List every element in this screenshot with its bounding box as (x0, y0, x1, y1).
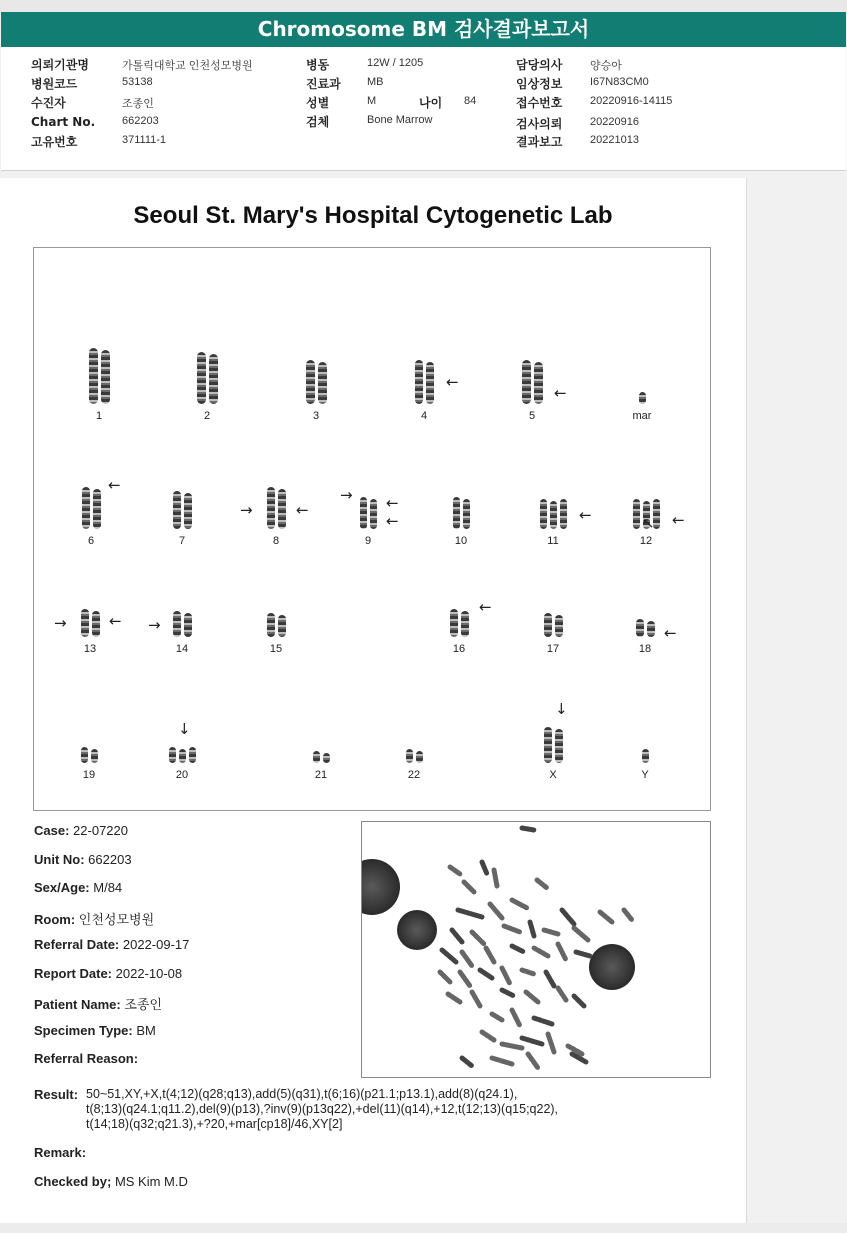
metaphase-chromosome (576, 952, 590, 956)
metaphase-chromosome (502, 1044, 522, 1048)
chromosome-3 (306, 360, 315, 404)
metaphase-chromosome (574, 996, 584, 1006)
chromosome-label: 21 (314, 769, 328, 781)
chromosome-13 (81, 609, 89, 637)
chromosome-label: X (549, 769, 557, 781)
chromosome-10 (463, 499, 470, 529)
karyogram-panel (33, 247, 711, 811)
metaphase-chromosome (472, 992, 480, 1006)
metaphase-chromosome (504, 926, 520, 932)
lab-title: Seoul St. Mary's Hospital Cytogenetic Lab (133, 202, 613, 229)
metaphase-chromosome (558, 988, 566, 1000)
chromosome-label: Y (641, 769, 649, 781)
abnormality-arrow-icon: ← (386, 512, 399, 530)
unit-row (34, 852, 132, 867)
specimen-type-label: Specimen Type: (34, 1023, 133, 1038)
abnormality-arrow-icon: ← (479, 598, 492, 616)
case-value: 22-07220 (73, 823, 128, 838)
metaphase-chromosome (462, 1058, 472, 1066)
abnormality-arrow-icon: → (54, 614, 67, 632)
doctor-label: 담당의사 (516, 58, 563, 72)
room-value: 인천성모병원 (78, 912, 155, 927)
patient-name-row (34, 994, 162, 1013)
metaphase-chromosome (464, 882, 474, 892)
chromosome-22 (406, 749, 413, 763)
chromosome-12 (633, 499, 640, 529)
metaphase-chromosome (442, 950, 456, 962)
institution-label: 의뢰기관명 (31, 58, 89, 72)
result-line: t(14;18)(q32;q21.3),+?20,+mar[cp18]/46,XY[2] (86, 1117, 343, 1131)
abnormality-arrow-icon: ← (446, 373, 459, 391)
specimen-type-row (34, 1023, 156, 1038)
report-date-row (34, 966, 182, 981)
metaphase-chromosome (490, 904, 502, 918)
result-line: 50~51,XY,+X,t(4;12)(q28;q13),add(5)(q31),t(6;16)(p21.1;p13.1),add(8)(q24.1), (86, 1087, 518, 1101)
specimen-type-value: BM (136, 1023, 156, 1038)
room-label: Room: (34, 912, 76, 927)
metaphase-chromosome (624, 910, 632, 920)
unique-id-value: 371111-1 (122, 134, 167, 146)
age-value: 84 (464, 95, 477, 107)
chromosome-label: 20 (175, 769, 189, 781)
top-strip (0, 0, 847, 12)
metaphase-chromosome (494, 870, 497, 886)
chromosome-6 (93, 489, 101, 529)
chromosome-20 (169, 747, 176, 763)
remark-row (34, 1145, 86, 1160)
metaphase-chromosome (522, 970, 534, 974)
abnormality-arrow-icon: → (148, 616, 161, 634)
metaphase-chromosome (512, 946, 524, 952)
chromosome-9 (360, 497, 367, 529)
chromosome-label: 19 (82, 769, 96, 781)
chromosome-22 (416, 751, 423, 763)
chromosome-20 (189, 747, 196, 763)
chromosome-label: 7 (178, 535, 186, 547)
chromosome-label: 11 (547, 535, 559, 547)
chromosome-3 (318, 362, 327, 404)
result-karyotype (86, 1087, 686, 1132)
metaphase-chromosome (512, 1010, 520, 1026)
metaphase-chromosome (452, 930, 462, 942)
clinical-info-value: I67N83CM0 (590, 76, 649, 88)
metaphase-chromosome (492, 1058, 512, 1064)
metaphase-chromosome (448, 994, 460, 1002)
metaphase-chromosome (460, 972, 470, 986)
chromosome-16 (461, 611, 469, 637)
chromosome-5 (522, 360, 531, 404)
abnormality-arrow-icon: ← (554, 384, 567, 402)
metaphase-chromosome (562, 910, 574, 924)
report-date-value: 2022-10-08 (115, 966, 183, 981)
abnormality-arrow-icon: ↖ (642, 514, 655, 532)
chromosome-label: 5 (528, 410, 536, 422)
abnormality-arrow-icon: ↓ (555, 700, 568, 718)
room-row (34, 909, 154, 928)
chromosome-9 (370, 499, 377, 529)
abnormality-arrow-icon: → (340, 486, 353, 504)
request-date-value: 20220916 (590, 116, 639, 128)
chromosome-6 (82, 487, 90, 529)
chromosome-10 (453, 497, 460, 529)
metaphase-chromosome (502, 968, 510, 984)
chromosome-19 (91, 749, 98, 763)
report-date-label: Report Date: (34, 966, 113, 981)
metaphase-chromosome (544, 930, 558, 934)
chromosome-16 (450, 609, 458, 637)
chromosome-1 (101, 350, 110, 404)
sex-label: 성별 (306, 96, 330, 110)
metaphase-chromosome (546, 972, 554, 986)
chromosome-18 (636, 619, 644, 637)
chromosome-label: 4 (420, 410, 428, 422)
chart-no-value: 662203 (122, 115, 159, 127)
clinical-info-label: 임상정보 (516, 77, 563, 91)
abnormality-arrow-icon: ← (386, 494, 399, 512)
chromosome-mar (639, 392, 646, 404)
metaphase-chromosome (450, 867, 460, 874)
abnormality-arrow-icon: ← (109, 612, 122, 630)
chromosome-label: 9 (364, 535, 372, 547)
patient-value: 조종인 (122, 98, 154, 110)
metaphase-chromosome (472, 932, 484, 944)
referral-date-label: Referral Date: (34, 937, 120, 952)
abnormality-arrow-icon: ← (108, 476, 121, 494)
doctor-value: 양승아 (590, 60, 622, 72)
metaphase-spread-graphic (362, 822, 710, 1077)
metaphase-chromosome (512, 900, 527, 908)
department-value: MB (367, 76, 384, 88)
hospital-code-label: 병원코드 (31, 77, 78, 91)
chromosome-2 (209, 354, 218, 404)
metaphase-chromosome (492, 1014, 502, 1020)
specimen-label: 검체 (306, 115, 330, 129)
institution-value: 가톨릭대학교 인천성모병원 (122, 60, 253, 72)
metaphase-chromosome (486, 948, 494, 962)
hospital-code-value: 53138 (122, 76, 153, 88)
unit-value: 662203 (88, 852, 132, 867)
chromosome-15 (267, 613, 275, 637)
chromosome-11 (560, 499, 567, 529)
abnormality-arrow-icon: ← (296, 501, 309, 519)
case-row (34, 823, 128, 838)
chromosome-7 (184, 493, 192, 529)
chromosome-8 (278, 489, 286, 529)
chromosome-label: 2 (203, 410, 211, 422)
sexage-label: Sex/Age: (34, 880, 90, 895)
result-block (34, 1087, 559, 1131)
checked-by-value: MS Kim M.D (114, 1174, 188, 1189)
unit-label: Unit No: (34, 852, 85, 867)
referral-reason-label: Referral Reason: (34, 1051, 139, 1066)
metaphase-chromosome (534, 948, 548, 956)
patient-label: 수진자 (31, 96, 66, 110)
checked-by-label: Checked by; (34, 1174, 112, 1189)
chromosome-2 (197, 352, 206, 404)
referral-date-value: 2022-09-17 (122, 937, 190, 952)
metaphase-chromosome (522, 828, 534, 830)
request-date-label: 검사의뢰 (516, 117, 563, 131)
referral-reason-row (34, 1051, 138, 1066)
bottom-strip (0, 1223, 847, 1233)
report-title: Chromosome BM 검사결과보고서 (257, 17, 590, 41)
result-date-value: 20221013 (590, 134, 639, 146)
chromosome-label: mar (632, 410, 652, 422)
chromosome-label: 1 (95, 410, 103, 422)
chromosome-19 (81, 747, 88, 763)
chromosome-1 (89, 348, 98, 404)
chromosome-label: 8 (272, 535, 280, 547)
chromosome-Y (642, 749, 649, 763)
result-label: Result: (34, 1087, 79, 1102)
report-title-bar (1, 12, 846, 47)
metaphase-chromosome (482, 862, 487, 874)
result-date-label: 결과보고 (516, 135, 563, 149)
chromosome-4 (415, 360, 423, 404)
chromosome-21 (313, 751, 320, 763)
chromosome-label: 6 (87, 535, 95, 547)
chart-no-label: Chart No. (31, 115, 96, 129)
ward-value: 12W / 1205 (367, 57, 424, 69)
remark-label: Remark: (34, 1145, 87, 1160)
abnormality-arrow-icon: ↓ (178, 720, 191, 738)
chromosome-label: 17 (546, 643, 560, 655)
referral-date-row (34, 937, 189, 952)
metaphase-chromosome (530, 922, 534, 936)
chromosome-label: 15 (269, 643, 283, 655)
abnormality-arrow-icon: ← (664, 624, 677, 642)
abnormality-arrow-icon: ← (672, 511, 685, 529)
chromosome-label: 18 (638, 643, 652, 655)
accession-label: 접수번호 (516, 96, 563, 110)
metaphase-image (361, 821, 711, 1078)
patient-name-value: 조종인 (124, 997, 163, 1012)
chromosome-label: 12 (639, 535, 653, 547)
chromosome-X (544, 727, 552, 763)
chromosome-8 (267, 487, 275, 529)
metaphase-chromosome (522, 1038, 542, 1044)
chromosome-5 (534, 362, 543, 404)
patient-name-label: Patient Name: (34, 997, 121, 1012)
department-label: 진료과 (306, 77, 341, 91)
metaphase-chromosome (526, 992, 538, 1002)
metaphase-chromosome (462, 952, 472, 966)
chromosome-11 (540, 499, 547, 529)
sexage-row (34, 880, 122, 895)
chromosome-17 (555, 615, 563, 637)
report-sheet (0, 178, 747, 1223)
metaphase-chromosome (440, 972, 450, 982)
chromosome-label: 13 (83, 643, 97, 655)
metaphase-chromosome (458, 910, 482, 917)
metaphase-chromosome (482, 1032, 494, 1040)
chromosome-label: 3 (312, 410, 320, 422)
case-label: Case: (34, 823, 70, 838)
result-line: t(8;13)(q24.1;q11.2),del(9)(p13),?inv(9)(p13q22),+del(11)(q14),+12,t(12;13)(q15;q22), (86, 1102, 559, 1116)
chromosome-21 (323, 753, 330, 763)
chromosome-X (555, 729, 563, 763)
chromosome-14 (173, 611, 181, 637)
metaphase-chromosome (548, 1034, 554, 1052)
metaphase-chromosome (534, 1018, 552, 1024)
metaphase-chromosome (558, 944, 566, 960)
metaphase-chromosome (600, 912, 612, 922)
chromosome-15 (278, 615, 286, 637)
ward-label: 병동 (306, 58, 330, 72)
chromosome-11 (550, 501, 557, 529)
chromosome-20 (179, 749, 186, 763)
chromosome-4 (426, 362, 434, 404)
chromosome-label: 22 (407, 769, 421, 781)
checked-by-row (34, 1174, 188, 1189)
accession-value: 20220916-14115 (590, 95, 673, 107)
chromosome-7 (173, 491, 181, 529)
chromosome-label: 16 (452, 643, 466, 655)
metaphase-chromosome (528, 1054, 538, 1068)
metaphase-chromosome (537, 880, 547, 888)
chromosome-label: 14 (175, 643, 189, 655)
chromosome-label: 10 (454, 535, 468, 547)
patient-info-panel (1, 47, 846, 171)
abnormality-arrow-icon: ← (579, 506, 592, 524)
sexage-value: M/84 (93, 880, 123, 895)
abnormality-arrow-icon: → (240, 501, 253, 519)
metaphase-chromosome (480, 970, 492, 978)
chromosome-17 (544, 613, 552, 637)
metaphase-chromosome (574, 928, 588, 940)
specimen-value: Bone Marrow (367, 114, 433, 126)
metaphase-chromosome (502, 990, 514, 996)
unique-id-label: 고유번호 (31, 135, 78, 149)
sex-value: M (367, 95, 377, 107)
chromosome-18 (647, 621, 655, 637)
chromosome-13 (92, 611, 100, 637)
age-label: 나이 (419, 96, 443, 110)
chromosome-14 (184, 613, 192, 637)
